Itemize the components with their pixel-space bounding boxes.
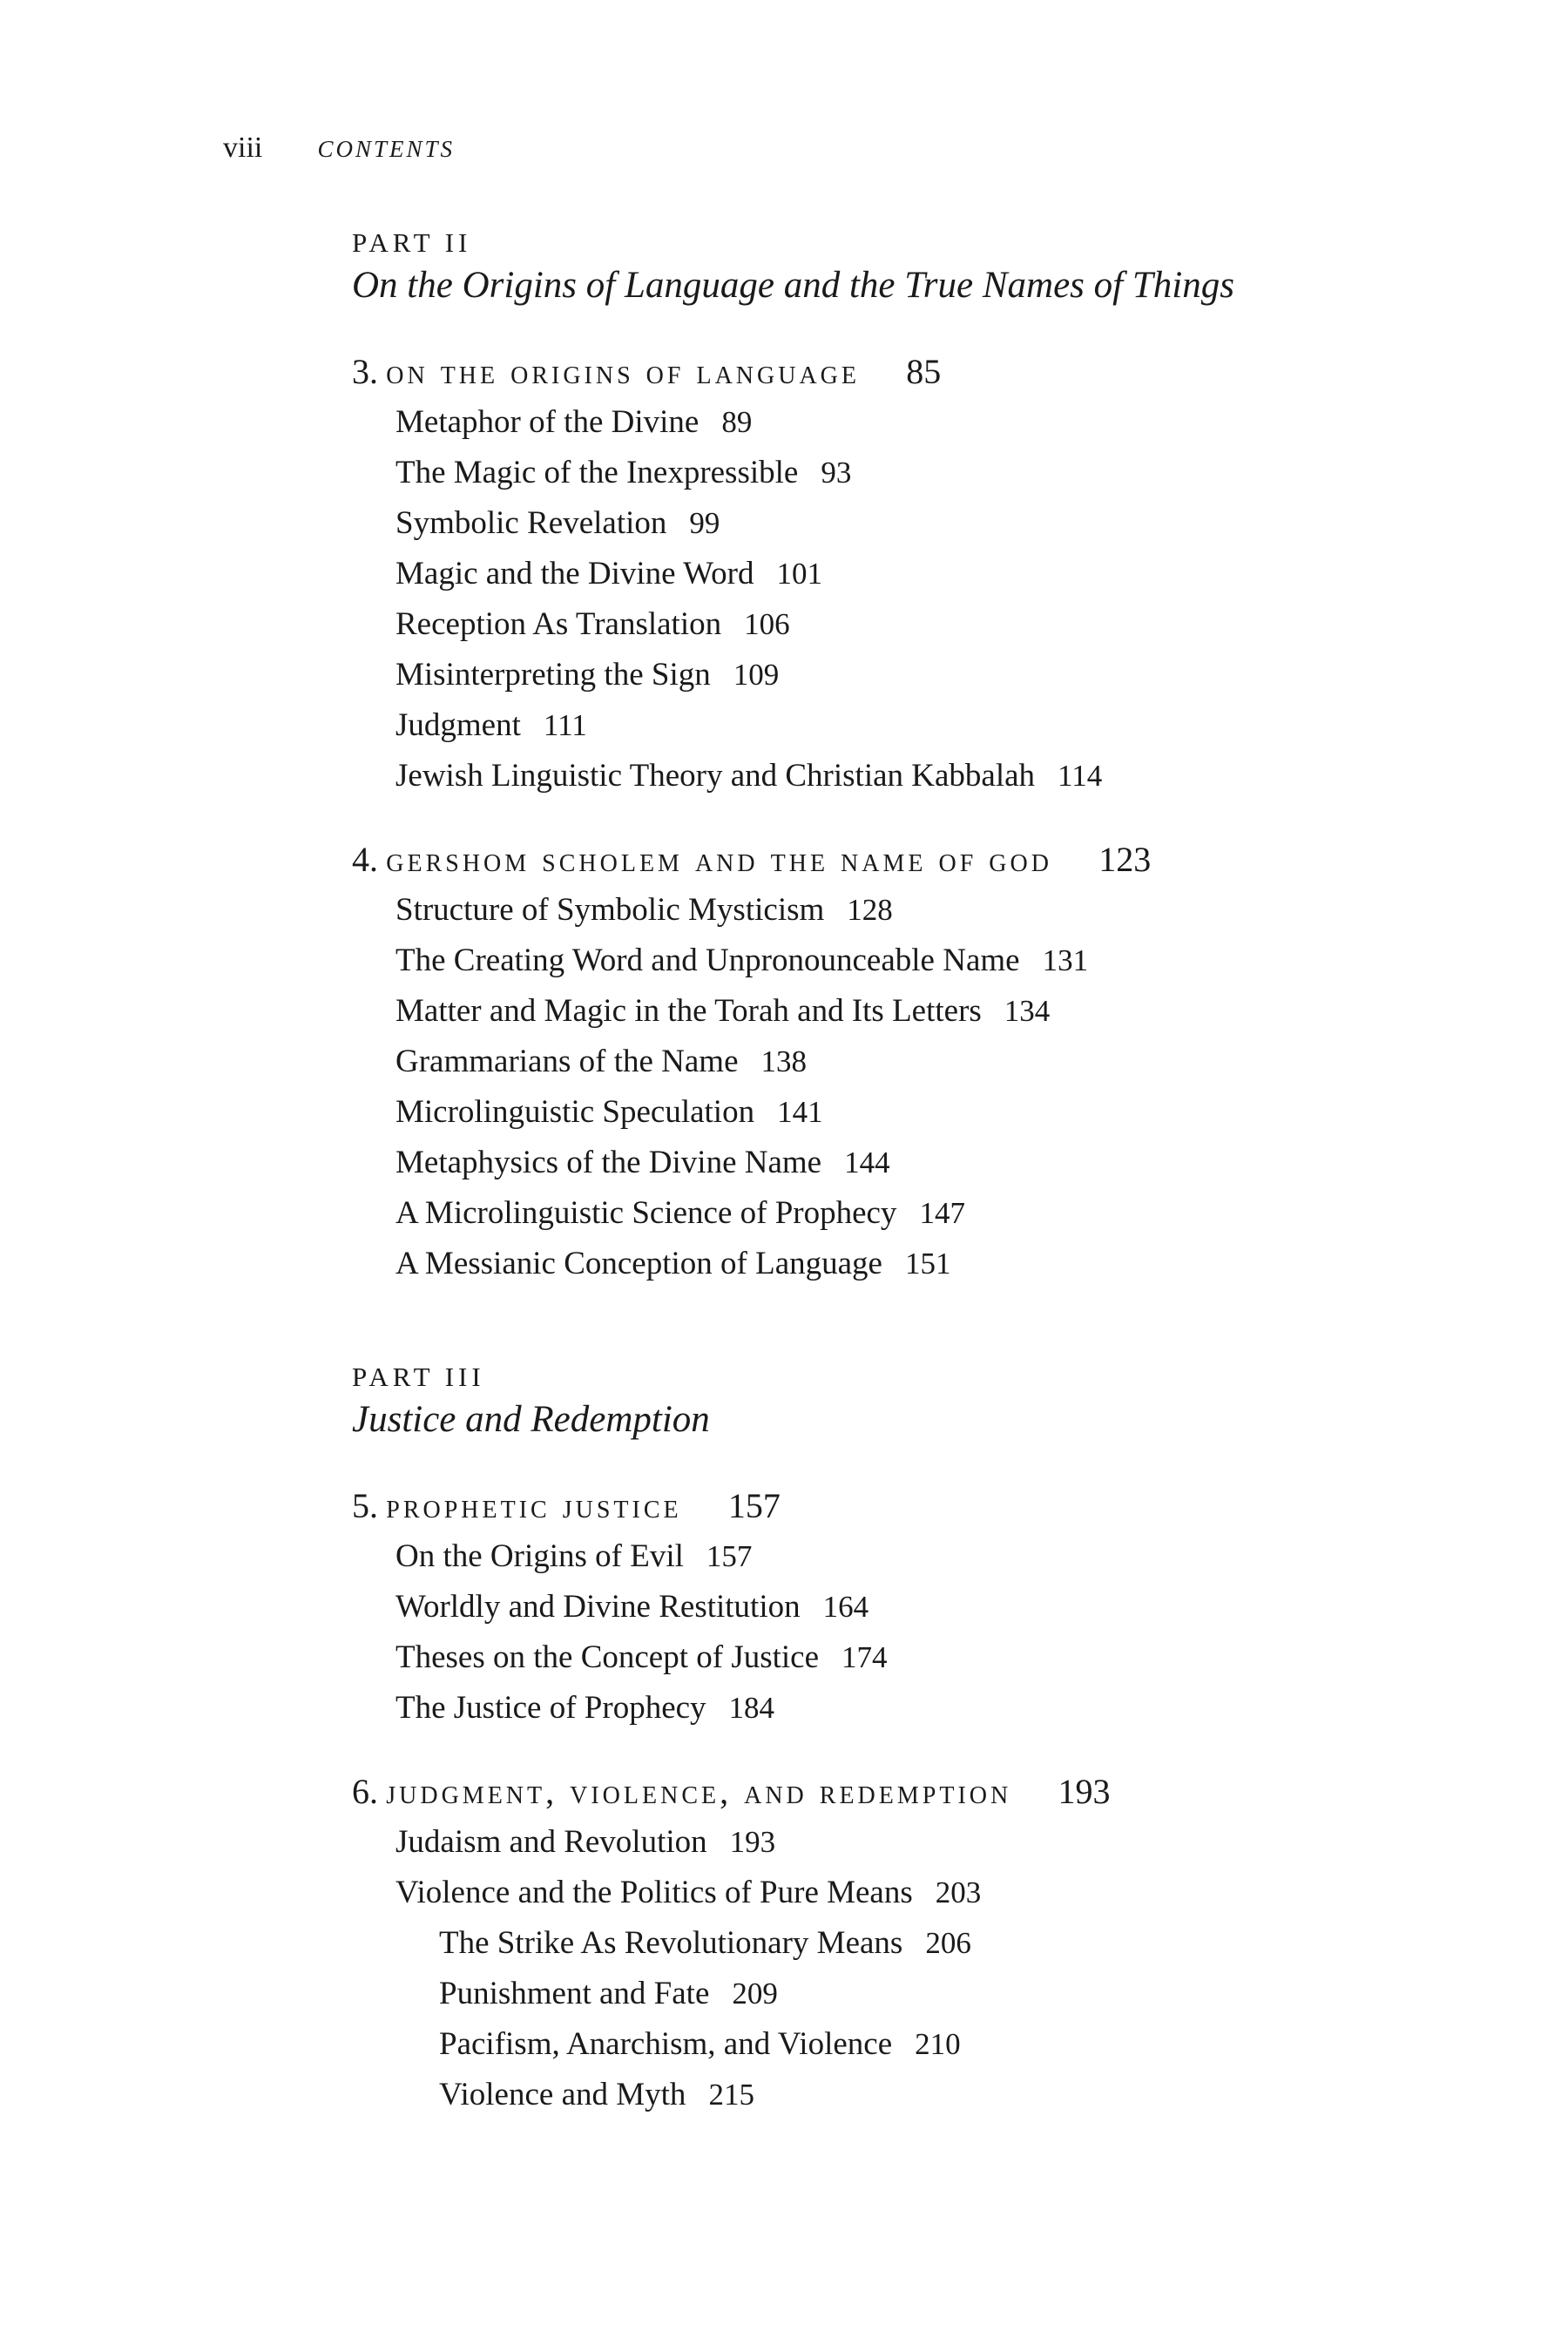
entry-title: Matter and Magic in the Torah and Its Letters <box>395 993 982 1029</box>
entry-title: A Microlinguistic Science of Prophecy <box>395 1195 897 1231</box>
entry-title: Judgment <box>395 707 521 743</box>
entry-title: Structure of Symbolic Mysticism <box>395 892 825 928</box>
entry-page-number: 151 <box>904 1247 951 1281</box>
entry-title: On the Origins of Evil <box>395 1538 684 1574</box>
entry-page-number: 210 <box>915 2027 961 2061</box>
entry-page-number: 209 <box>732 1977 778 2011</box>
chapter-title: on the origins of language <box>386 352 861 391</box>
entry-title: The Magic of the Inexpressible <box>395 455 799 490</box>
entry-page-number: 101 <box>776 557 822 591</box>
chapter-page-number: 193 <box>1058 1772 1111 1811</box>
entry-title: Misinterpreting the Sign <box>395 657 711 693</box>
entry-page-number: 141 <box>777 1095 823 1129</box>
toc-entry[interactable] <box>352 936 1484 986</box>
chapter-5 <box>352 1483 1484 1734</box>
toc-subentry[interactable] <box>352 1918 1484 1969</box>
chapter-heading[interactable] <box>352 836 1484 885</box>
chapter-page-number: 85 <box>906 352 942 391</box>
chapter-number: 3. <box>352 352 378 391</box>
entry-page-number: 134 <box>1004 994 1051 1028</box>
entry-title: Worldly and Divine Restitution <box>395 1589 801 1625</box>
entry-page-number: 114 <box>1058 759 1103 793</box>
toc-entry[interactable] <box>352 650 1484 700</box>
chapter-number: 5. <box>352 1486 378 1525</box>
entry-title: Pacifism, Anarchism, and Violence <box>439 2026 893 2062</box>
entry-page-number: 215 <box>708 2078 754 2112</box>
toc-entry[interactable] <box>352 1531 1484 1582</box>
entry-title: Magic and the Divine Word <box>395 556 754 591</box>
running-head-title: CONTENTS <box>317 136 456 162</box>
toc-entry[interactable] <box>352 448 1484 498</box>
entry-title: The Creating Word and Unpronounceable Name <box>395 943 1020 978</box>
chapter-4 <box>352 836 1484 1289</box>
toc-entry[interactable] <box>352 1683 1484 1734</box>
entry-title: Theses on the Concept of Justice <box>395 1639 820 1675</box>
toc-entry[interactable] <box>352 397 1484 448</box>
chapter-title: judgment, violence, and redemption <box>386 1772 1012 1811</box>
part-2 <box>352 225 1484 1289</box>
entry-page-number: 147 <box>919 1196 965 1230</box>
part-title: Justice and Redemption <box>352 1399 710 1440</box>
toc-entry[interactable] <box>352 1138 1484 1188</box>
toc-entry[interactable] <box>352 1817 1484 1868</box>
entry-page-number: 174 <box>841 1640 888 1674</box>
entry-page-number: 93 <box>821 456 852 490</box>
entry-title: Grammarians of the Name <box>395 1044 739 1079</box>
toc-entry[interactable] <box>352 549 1484 599</box>
toc-entry[interactable] <box>352 1582 1484 1632</box>
entry-page-number: 111 <box>543 708 587 742</box>
toc-subentry[interactable] <box>352 2070 1484 2120</box>
entry-title: A Messianic Conception of Language <box>395 1246 882 1281</box>
part-3 <box>352 1359 1484 2120</box>
chapter-number: 4. <box>352 840 378 879</box>
entry-title: Violence and the Politics of Pure Means <box>395 1875 913 1910</box>
chapter-title: gershom scholem and the name of god <box>386 840 1052 879</box>
toc-subentry[interactable] <box>352 2019 1484 2070</box>
entry-page-number: 193 <box>729 1825 776 1859</box>
entry-title: Symbolic Revelation <box>395 505 667 541</box>
entry-page-number: 131 <box>1042 943 1089 977</box>
entry-page-number: 144 <box>844 1146 890 1179</box>
chapter-number: 6. <box>352 1772 378 1811</box>
toc-entry[interactable] <box>352 1037 1484 1087</box>
entry-page-number: 203 <box>935 1876 982 1909</box>
toc-entry[interactable] <box>352 885 1484 936</box>
entry-title: Reception As Translation <box>395 606 722 642</box>
entry-title: Metaphysics of the Divine Name <box>395 1145 822 1180</box>
entry-title: Microlinguistic Speculation <box>395 1094 755 1130</box>
entry-title: Metaphor of the Divine <box>395 404 700 440</box>
toc-entry[interactable] <box>352 986 1484 1037</box>
entry-title: Punishment and Fate <box>439 1976 710 2011</box>
toc-entry[interactable] <box>352 1087 1484 1138</box>
entry-title: Judaism and Revolution <box>395 1824 707 1860</box>
entry-page-number: 138 <box>760 1044 807 1078</box>
entry-page-number: 164 <box>822 1590 869 1624</box>
running-head <box>223 131 455 166</box>
entry-title: The Strike As Revolutionary Means <box>439 1925 903 1961</box>
chapter-6 <box>352 1768 1484 2120</box>
toc-entry[interactable] <box>352 1868 1484 1918</box>
chapter-page-number: 123 <box>1098 840 1152 879</box>
toc-subentry[interactable] <box>352 1969 1484 2019</box>
toc-entry[interactable] <box>352 1188 1484 1239</box>
entry-page-number: 89 <box>721 405 753 439</box>
chapter-heading[interactable] <box>352 348 1484 397</box>
toc-entry[interactable] <box>352 700 1484 751</box>
toc-entry[interactable] <box>352 1239 1484 1289</box>
entry-page-number: 109 <box>733 658 780 692</box>
part-title: On the Origins of Language and the True Names of Things <box>352 265 1234 306</box>
chapter-heading[interactable] <box>352 1768 1484 1817</box>
toc-entry[interactable] <box>352 599 1484 650</box>
entry-page-number: 99 <box>689 506 720 540</box>
entry-page-number: 106 <box>744 607 790 641</box>
part-label: PART III <box>352 1362 485 1392</box>
chapter-heading[interactable] <box>352 1483 1484 1531</box>
part-label: PART II <box>352 227 472 258</box>
entry-title: Violence and Myth <box>439 2077 686 2112</box>
entry-title: Jewish Linguistic Theory and Christian Kabbalah <box>395 758 1036 794</box>
toc-entry[interactable] <box>352 1632 1484 1683</box>
entry-page-number: 206 <box>925 1926 971 1960</box>
table-of-contents <box>352 225 1484 2155</box>
toc-entry[interactable] <box>352 751 1484 801</box>
chapter-page-number: 157 <box>727 1486 781 1525</box>
entry-page-number: 128 <box>847 893 893 927</box>
toc-entry[interactable] <box>352 498 1484 549</box>
entry-title: The Justice of Prophecy <box>395 1690 706 1726</box>
entry-page-number: 184 <box>728 1691 775 1725</box>
chapter-3 <box>352 348 1484 801</box>
entry-page-number: 157 <box>706 1539 753 1573</box>
chapter-title: prophetic justice <box>386 1486 682 1525</box>
page-folio: viii <box>223 132 263 164</box>
